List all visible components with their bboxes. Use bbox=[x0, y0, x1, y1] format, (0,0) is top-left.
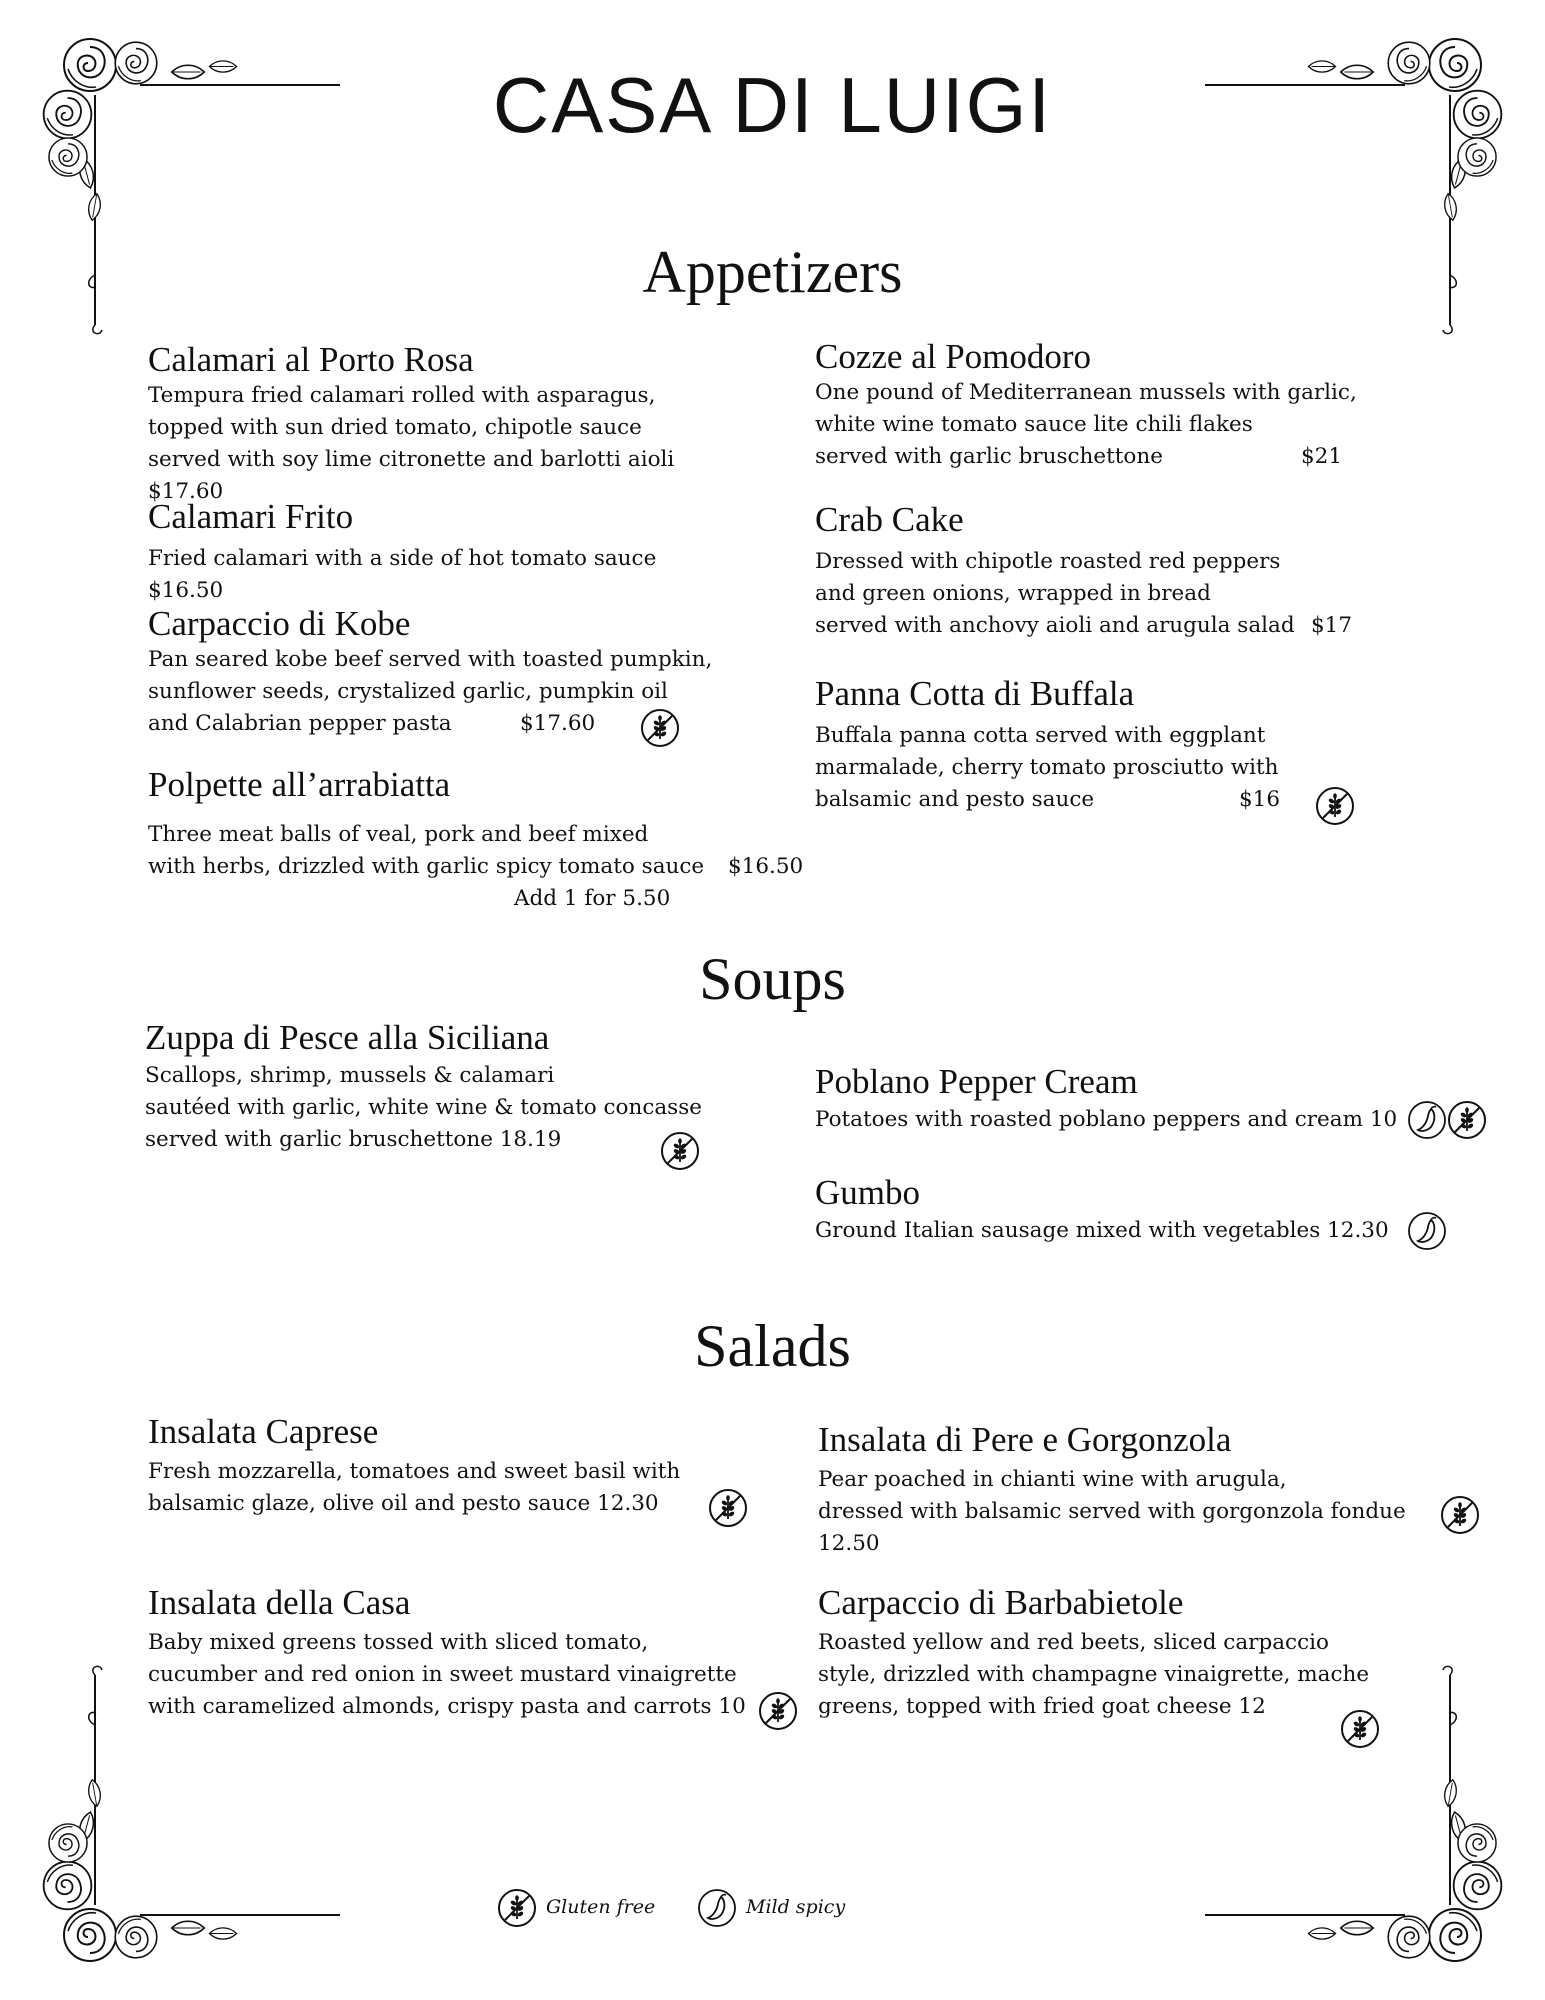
menu-item-calamari-frito bbox=[148, 497, 788, 607]
item-description: Ground Italian sausage mixed with vegetables 12.30 bbox=[815, 1218, 1389, 1243]
item-name: Crab Cake bbox=[815, 500, 964, 539]
gluten-free-icon bbox=[1447, 1100, 1487, 1140]
mild-spicy-icon bbox=[1407, 1211, 1447, 1251]
mild-spicy-icon bbox=[1407, 1100, 1447, 1140]
menu-item-crab-cake bbox=[815, 500, 1455, 640]
legend-mild-spicy-label: Mild spicy bbox=[746, 1896, 846, 1918]
item-description: Fresh mozzarella, tomatoes and sweet basil with balsamic glaze, olive oil and pesto sauce 12.30 bbox=[148, 1459, 681, 1516]
item-description: Scallops, shrimp, mussels & calamari sautéed with garlic, white wine & tomato concasse served with garlic bruschettone 18.19 bbox=[145, 1063, 702, 1152]
item-description: Pear poached in chianti wine with arugula, dressed with balsamic served with gorgonzola fondue 12.50 bbox=[818, 1467, 1406, 1556]
item-description: Dressed with chipotle roasted red peppers and green onions, wrapped in bread served with anchovy aioli and arugula salad bbox=[815, 549, 1295, 638]
item-price: $16.50 bbox=[728, 854, 804, 879]
item-name: Calamari al Porto Rosa bbox=[148, 340, 474, 379]
item-price: $21 bbox=[1301, 444, 1343, 469]
item-description: Buffala panna cotta served with eggplant marmalade, cherry tomato prosciutto with balsamic and pesto sauce bbox=[815, 723, 1279, 812]
item-description: Tempura fried calamari rolled with asparagus, topped with sun dried tomato, chipotle sauce served with soy lime citronette and barlotti aioli $17.60 bbox=[148, 383, 675, 504]
gluten-free-icon bbox=[1440, 1495, 1480, 1535]
gluten-free-icon bbox=[660, 1131, 700, 1171]
item-name: Carpaccio di Barbabietole bbox=[818, 1583, 1184, 1622]
menu-item-zuppa-di-pesce bbox=[145, 1018, 785, 1168]
item-name: Panna Cotta di Buffala bbox=[815, 674, 1135, 713]
item-description: Fried calamari with a side of hot tomato sauce $16.50 bbox=[148, 546, 657, 603]
gluten-free-icon bbox=[640, 708, 680, 748]
item-price: $16 bbox=[1239, 787, 1281, 812]
item-description: Roasted yellow and red beets, sliced carpaccio style, drizzled with champagne vinaigrette, mache greens, topped with fried goat cheese 12 bbox=[818, 1630, 1370, 1719]
section-title-appetizers: Appetizers bbox=[642, 239, 903, 305]
item-name: Insalata di Pere e Gorgonzola bbox=[818, 1420, 1232, 1459]
item-description: One pound of Mediterranean mussels with garlic, white wine tomato sauce lite chili flakes served with garlic bruschettone bbox=[815, 380, 1357, 469]
menu-item-calamari-porto-rosa bbox=[148, 340, 788, 508]
legend-gluten-free-label: Gluten free bbox=[546, 1896, 656, 1918]
item-price: $17 bbox=[1311, 613, 1353, 638]
item-name: Polpette all’arrabiatta bbox=[148, 765, 451, 804]
menu-item-poblano-pepper-cream bbox=[815, 1062, 1505, 1142]
gluten-free-icon bbox=[1340, 1709, 1380, 1749]
gluten-free-icon bbox=[708, 1488, 748, 1528]
item-description: Baby mixed greens tossed with sliced tomato, cucumber and red onion in sweet mustard vinaigrette with caramelized almonds, crispy pasta and carrots 10 bbox=[148, 1630, 746, 1719]
menu-item-panna-cotta-di-buffala bbox=[815, 674, 1455, 824]
mild-spicy-icon bbox=[697, 1888, 737, 1928]
menu-item-carpaccio-di-barbabietole bbox=[818, 1583, 1508, 1753]
gluten-free-icon bbox=[758, 1691, 798, 1731]
item-name: Insalata della Casa bbox=[148, 1583, 411, 1622]
item-name: Poblano Pepper Cream bbox=[815, 1062, 1138, 1101]
item-name: Zuppa di Pesce alla Siciliana bbox=[145, 1018, 550, 1057]
item-name: Calamari Frito bbox=[148, 497, 354, 536]
item-price: $17.60 bbox=[520, 711, 596, 736]
menu-item-insalata-della-casa bbox=[148, 1583, 808, 1733]
menu-item-polpette-arrabiatta bbox=[148, 765, 808, 915]
section-title-soups: Soups bbox=[699, 946, 846, 1012]
item-description: Three meat balls of veal, pork and beef mixed with herbs, drizzled with garlic spicy tomato sauce bbox=[148, 822, 705, 879]
menu-item-insalata-di-pere bbox=[818, 1420, 1508, 1570]
item-addon: Add 1 for 5.50 bbox=[514, 886, 671, 911]
item-description: Potatoes with roasted poblano peppers and cream 10 bbox=[815, 1107, 1398, 1132]
item-name: Cozze al Pomodoro bbox=[815, 337, 1092, 376]
menu-item-insalata-caprese bbox=[148, 1412, 788, 1532]
restaurant-name: CASA DI LUIGI bbox=[492, 61, 1053, 149]
item-description: Pan seared kobe beef served with toasted pumpkin, sunflower seeds, crystalized garlic, pumpkin oil and Calabrian pepper pasta bbox=[148, 647, 713, 736]
gluten-free-icon bbox=[497, 1888, 537, 1928]
item-name: Insalata Caprese bbox=[148, 1412, 379, 1451]
section-title-salads: Salads bbox=[694, 1313, 851, 1379]
item-name: Gumbo bbox=[815, 1173, 920, 1212]
menu-item-carpaccio-di-kobe bbox=[148, 604, 788, 744]
gluten-free-icon bbox=[1315, 786, 1355, 826]
menu-item-cozze-al-pomodoro bbox=[815, 337, 1455, 477]
menu-item-gumbo bbox=[815, 1173, 1505, 1253]
item-name: Carpaccio di Kobe bbox=[148, 604, 411, 643]
